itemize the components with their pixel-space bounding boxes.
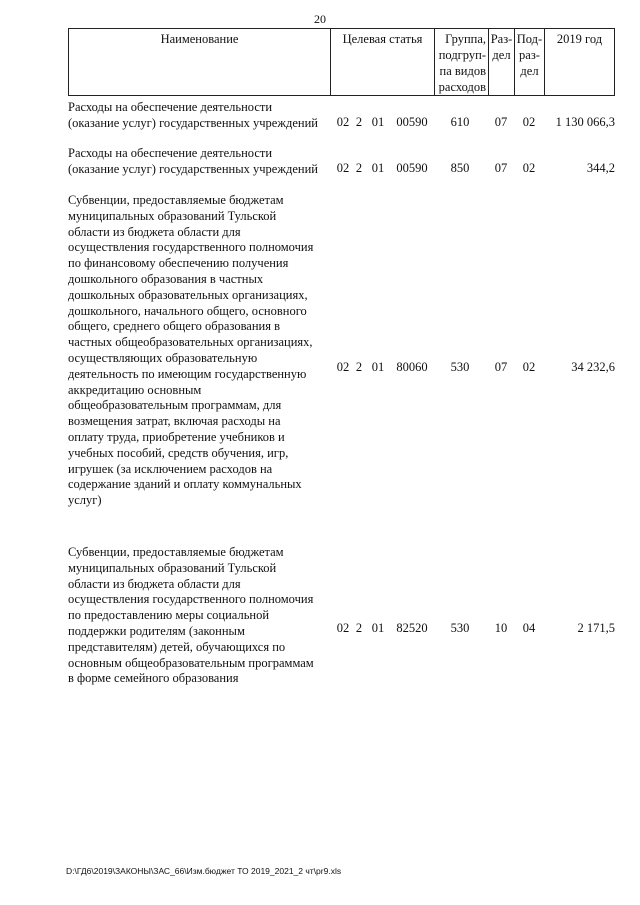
header-target-article: Целевая статья (331, 29, 435, 95)
header-expense-group: Группа, подгруп- па видов расходов (435, 29, 489, 95)
code-program: 02 (336, 621, 350, 635)
row-subsection: 02 (522, 115, 536, 129)
code-direction: 00590 (396, 161, 428, 175)
code-program: 02 (336, 161, 350, 175)
row-amount: 1 130 066,3 (555, 115, 615, 129)
page-number: 20 (314, 12, 326, 26)
code-direction: 80060 (396, 360, 428, 374)
row-section: 10 (494, 621, 508, 635)
code-measure: 01 (371, 161, 385, 175)
code-measure: 01 (371, 621, 385, 635)
code-subprogram: 2 (355, 115, 363, 129)
row-amount: 344,2 (586, 161, 615, 175)
row-subsection: 04 (522, 621, 536, 635)
row-subsection: 02 (522, 161, 536, 175)
code-subprogram: 2 (355, 621, 363, 635)
header-section: Раз- дел (489, 29, 515, 95)
row-subsection: 02 (522, 360, 536, 374)
row-amount: 34 232,6 (571, 360, 615, 374)
file-path: D:\ГД6\2019\ЗАКОНЫ\ЗАС_66\Изм.бюджет ТО 2019_2021_2 чт\pr9.xls (66, 866, 342, 876)
row-group: 850 (450, 161, 470, 175)
row-section: 07 (494, 115, 508, 129)
row-group: 530 (450, 360, 470, 374)
code-measure: 01 (371, 360, 385, 374)
table-row (68, 193, 615, 513)
row-name: Субвенции, предоставляемые бюджетам муниципальных образований Тульской области из бюджета области для осуществления государственного полномочия по финансовому обеспечению получения дошкольного образования в частных дошкольных образовательных организациях, дошкольного, начального общего, основного общего, среднего общего образования в частных общеобразовательных организациях, осуществляющих образовательную деятельность по имеющим государственную аккредитацию основным общеобразовательным программам, для возмещения затрат, включая расходы на оплату труда, приобретение учебников и учебных пособий, средств обучения, игр, игрушек (за исключением расходов на содержание зданий и оплату коммунальных услуг) (68, 193, 314, 508)
row-section: 07 (494, 161, 508, 175)
row-name: Расходы на обеспечение деятельности (оказание услуг) государственных учреждений (68, 100, 318, 130)
header-year: 2019 год (556, 32, 603, 46)
row-amount: 2 171,5 (577, 621, 615, 635)
code-subprogram: 2 (355, 360, 363, 374)
row-name: Субвенции, предоставляемые бюджетам муниципальных образований Тульской области из бюджета области для осуществления государственного полномочия по предоставлению меры социальной поддержки родителям (законным представителям) детей, обучающихся по основным общеобразовательным программам в форме семейного образования (68, 545, 314, 686)
header-subsection: Под- раз- дел (515, 29, 545, 95)
row-group: 610 (450, 115, 470, 129)
table-row (68, 545, 615, 691)
row-name: Расходы на обеспечение деятельности (оказание услуг) государственных учреждений (68, 146, 318, 176)
table-row (68, 146, 615, 180)
header-name: Наименование (69, 29, 331, 95)
row-section: 07 (494, 360, 508, 374)
row-group: 530 (450, 621, 470, 635)
code-measure: 01 (371, 115, 385, 129)
code-direction: 82520 (396, 621, 428, 635)
table-header (68, 28, 615, 96)
code-subprogram: 2 (355, 161, 363, 175)
code-program: 02 (336, 360, 350, 374)
code-program: 02 (336, 115, 350, 129)
table-row (68, 100, 615, 134)
code-direction: 00590 (396, 115, 428, 129)
